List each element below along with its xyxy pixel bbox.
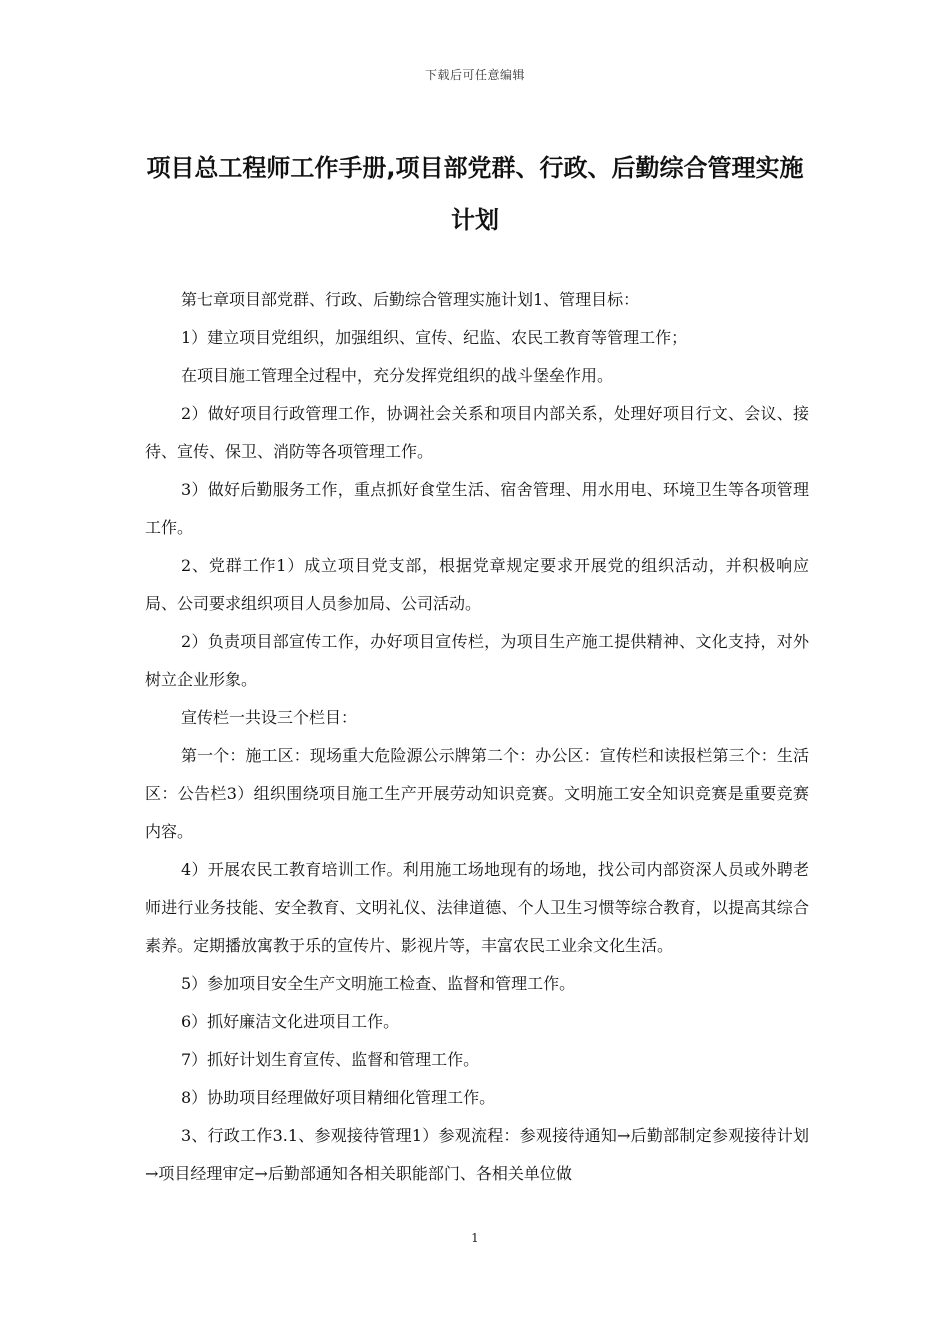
paragraph: 8）协助项目经理做好项目精细化管理工作。 (181, 1088, 496, 1107)
paragraph: 7）抓好计划生育宣传、监督和管理工作。 (181, 1050, 480, 1069)
paragraph: 3）做好后勤服务工作，重点抓好食堂生活、宿舍管理、用水用电、环境卫生等各项管理工作。 (145, 480, 809, 537)
paragraph: 2）负责项目部宣传工作，办好项目宣传栏，为项目生产施工提供精神、文化支持，对外树立企业形象。 (145, 632, 809, 689)
paragraph: 5）参加项目安全生产文明施工检查、监督和管理工作。 (181, 974, 576, 993)
paragraph: 1）建立项目党组织，加强组织、宣传、纪监、农民工教育等管理工作； (181, 328, 688, 347)
paragraph: 第七章项目部党群、行政、后勤综合管理实施计划1、管理目标： (181, 290, 640, 309)
paragraph: 在项目施工管理全过程中，充分发挥党组织的战斗堡垒作用。 (181, 366, 614, 385)
paragraph: 宣传栏一共设三个栏目： (181, 708, 358, 727)
paragraph: 6）抓好廉洁文化进项目工作。 (181, 1012, 400, 1031)
page-number: 1 (471, 1231, 479, 1245)
paragraph: 2、党群工作1）成立项目党支部，根据党章规定要求开展党的组织活动，并积极响应局、公司要求组织项目人员参加局、公司活动。 (145, 556, 809, 613)
paragraph: 2）做好项目行政管理工作，协调社会关系和项目内部关系，处理好项目行文、会议、接待、宣传、保卫、消防等各项管理工作。 (145, 404, 809, 461)
paragraph: 第一个：施工区：现场重大危险源公示牌第二个：办公区：宣传栏和读报栏第三个：生活区：公告栏3）组织围绕项目施工生产开展劳动知识竞赛。文明施工安全知识竞赛是重要竞赛内容。 (145, 746, 809, 841)
document-title: 项目总工程师工作手册,项目部党群、行政、后勤综合管理实施计划 (146, 154, 804, 234)
header-note: 下载后可任意编辑 (424, 68, 525, 82)
paragraph: 3、行政工作3.1、参观接待管理1）参观流程：参观接待通知→后勤部制定参观接待计划→项目经理审定→后勤部通知各相关职能部门、各相关单位做 (145, 1126, 809, 1183)
document-body (145, 281, 809, 1193)
paragraph: 4）开展农民工教育培训工作。利用施工场地现有的场地，找公司内部资深人员或外聘老师进行业务技能、安全教育、文明礼仪、法律道德、个人卫生习惯等综合教育，以提高其综合素养。定期播放寓教于乐的宣传片、影视片等，丰富农民工业余文化生活。 (145, 860, 809, 955)
